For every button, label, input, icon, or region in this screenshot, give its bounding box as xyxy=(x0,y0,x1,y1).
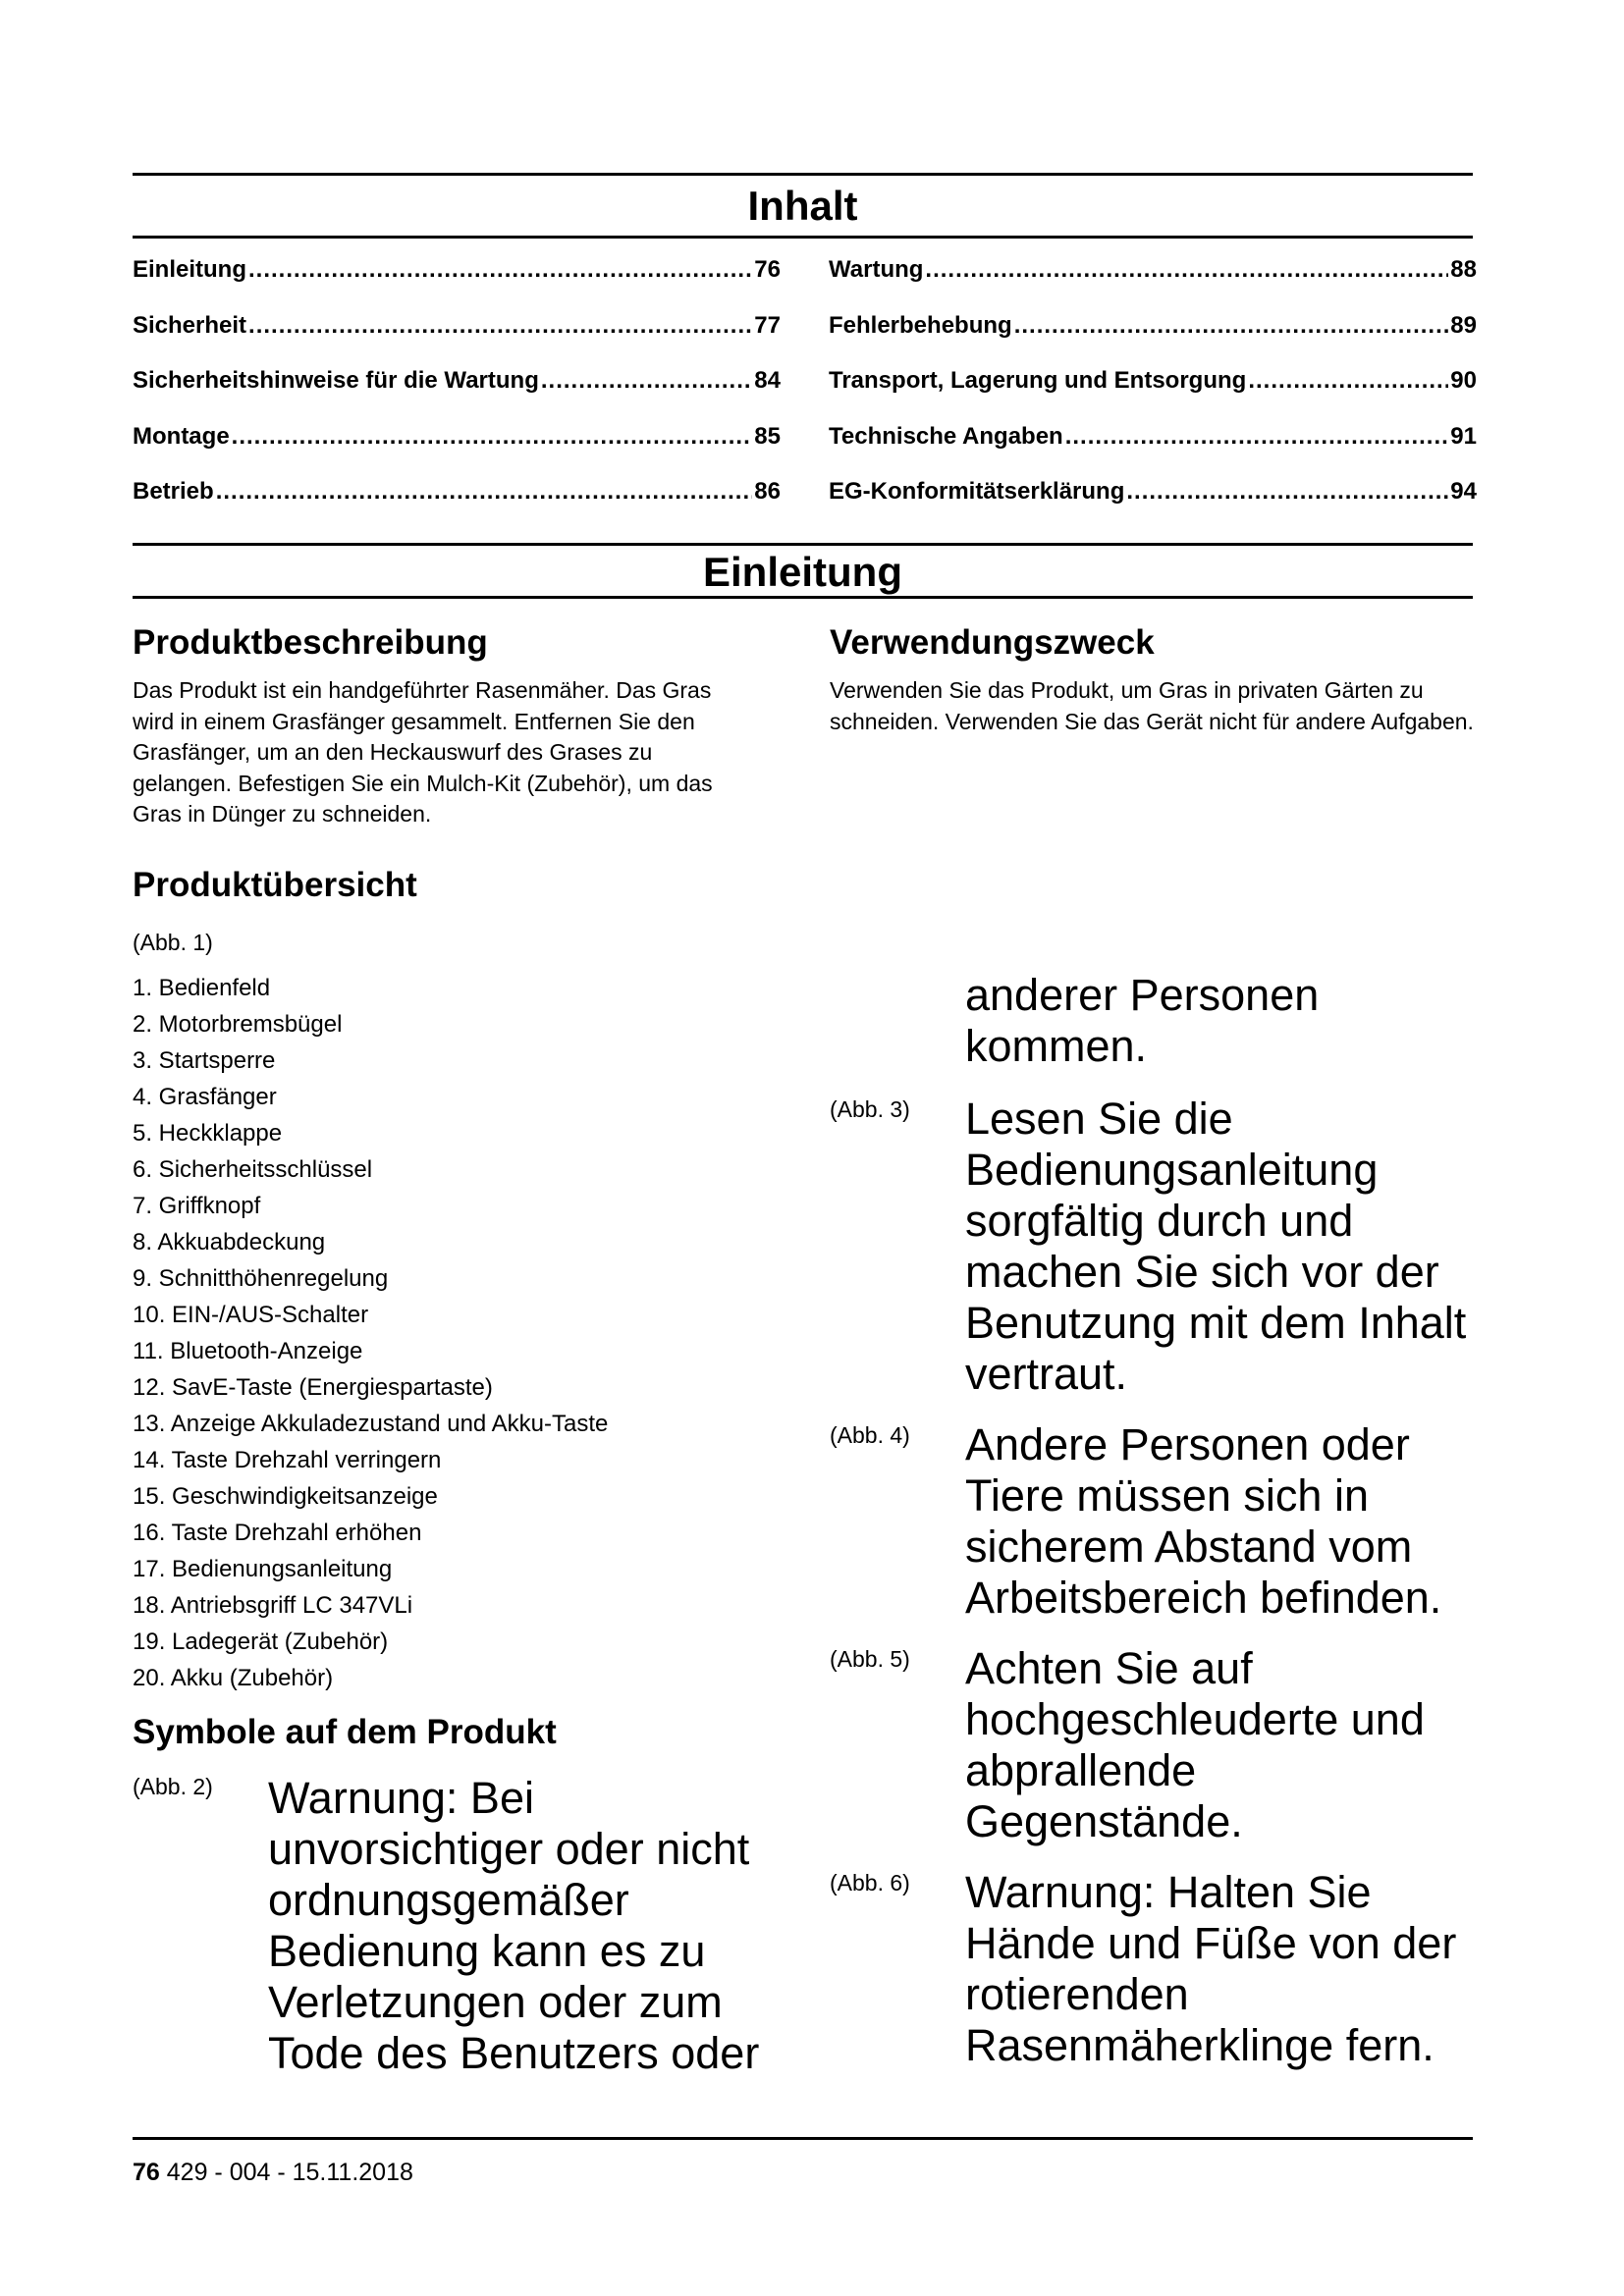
list-item: 5. Heckklappe xyxy=(133,1120,283,1147)
figure-reference: (Abb. 4) xyxy=(830,1422,910,1448)
toc-label: Transport, Lagerung und Entsorgung xyxy=(829,367,1247,394)
toc-page: 90 xyxy=(1450,367,1477,394)
toc-leader xyxy=(1014,309,1449,343)
toc-entry[interactable] xyxy=(829,253,1477,309)
list-item: 19. Ladegerät (Zubehör) xyxy=(133,1629,389,1655)
toc-page: 88 xyxy=(1450,256,1477,283)
symbol-objects-text: Achten Sie auf hochgeschleuderte und abprallende Gegenstände. xyxy=(965,1643,1425,1846)
figure-reference: (Abb. 3) xyxy=(830,1096,910,1122)
overview-list xyxy=(133,970,741,1696)
symbol-distance-text: Andere Personen oder Tiere müssen sich in sicherem Abstand vom Arbeitsbereich befinden. xyxy=(965,1419,1442,1623)
product-description-heading: Produktbeschreibung xyxy=(133,623,488,662)
list-item: 20. Akku (Zubehör) xyxy=(133,1665,334,1691)
intro-top-rule xyxy=(133,543,1473,546)
figure-reference: (Abb. 2) xyxy=(133,1774,213,1799)
toc-label: Betrieb xyxy=(133,478,214,505)
list-item: 2. Motorbremsbügel xyxy=(133,1011,343,1038)
toc-leader xyxy=(216,475,753,508)
intended-use-text: Verwenden Sie das Produkt, um Gras in privaten Gärten zu schneiden. Verwenden Sie das Gerät nicht für andere Aufgaben. xyxy=(830,677,1474,734)
symbols-heading: Symbole auf dem Produkt xyxy=(133,1713,557,1751)
intro-rule xyxy=(133,596,1473,599)
toc-page: 76 xyxy=(754,256,781,283)
toc-right-column xyxy=(829,253,1477,531)
list-item: 16. Taste Drehzahl erhöhen xyxy=(133,1520,422,1546)
document-id: 429 - 004 - 15.11.2018 xyxy=(166,2159,413,2186)
symbol-manual-text: Lesen Sie die Bedienungsanleitung sorgfältig durch und machen Sie sich vor der Benutzung mit dem Inhalt vertraut. xyxy=(965,1094,1467,1399)
toc-entry[interactable] xyxy=(829,475,1477,531)
symbol-warning-continuation: anderer Personen kommen. xyxy=(965,970,1320,1071)
toc-label: Sicherheitshinweise für die Wartung xyxy=(133,367,539,394)
list-item: 14. Taste Drehzahl verringern xyxy=(133,1447,442,1473)
footer-rule xyxy=(133,2137,1473,2140)
page-number: 76 xyxy=(133,2159,160,2186)
list-item: 8. Akkuabdeckung xyxy=(133,1229,326,1255)
toc-page: 85 xyxy=(754,422,781,450)
product-overview-heading: Produktübersicht xyxy=(133,866,417,904)
list-item: 9. Schnitthöhenregelung xyxy=(133,1265,389,1292)
toc-entry[interactable] xyxy=(133,309,781,365)
list-item: 12. SavE-Taste (Energiespartaste) xyxy=(133,1374,493,1401)
toc-label: EG-Konformitätserklärung xyxy=(829,478,1125,505)
top-rule xyxy=(133,173,1473,176)
list-item: 4. Grasfänger xyxy=(133,1084,277,1110)
figure-reference: (Abb. 5) xyxy=(830,1646,910,1672)
list-item: 7. Griffknopf xyxy=(133,1193,261,1219)
product-description-text: Das Produkt ist ein handgeführter Rasenmäher. Das Gras wird in einem Grasfänger gesammelt. Entfernen Sie den Grasfänger, um an den Heckauswurf des Grases zu gelangen. Befestigen Sie ein Mulch-Kit (Zubehör), um das Gras in Dünger zu schneiden. xyxy=(133,677,713,827)
toc-leader xyxy=(232,420,753,454)
intended-use-heading: Verwendungszweck xyxy=(830,623,1155,662)
toc-label: Einleitung xyxy=(133,256,246,283)
toc-label: Sicherheit xyxy=(133,311,247,339)
toc-page: 86 xyxy=(754,478,781,505)
toc-entry[interactable] xyxy=(133,253,781,309)
symbol-blade-text: Warnung: Halten Sie Hände und Füße von der rotierenden Rasenmäherklinge fern. xyxy=(965,1867,1457,2070)
list-item: 10. EIN-/AUS-Schalter xyxy=(133,1302,369,1328)
toc-entry[interactable] xyxy=(133,475,781,531)
toc-entry[interactable] xyxy=(829,420,1477,476)
list-item: 3. Startsperre xyxy=(133,1047,276,1074)
list-item: 18. Antriebsgriff LC 347VLi xyxy=(133,1592,413,1619)
toc-page: 94 xyxy=(1450,478,1477,505)
symbol-warning-text: Warnung: Bei unvorsichtiger oder nicht ordnungsgemäßer Bedienung kann es zu Verletzungen oder zum Tode des Benutzers oder xyxy=(268,1773,760,2078)
toc-label: Montage xyxy=(133,422,230,450)
page-footer xyxy=(133,2158,413,2187)
toc-label: Wartung xyxy=(829,256,924,283)
toc-leader xyxy=(248,253,752,287)
figure-reference: (Abb. 6) xyxy=(830,1870,910,1896)
list-item: 1. Bedienfeld xyxy=(133,975,271,1001)
toc-leader xyxy=(1065,420,1449,454)
toc-leader xyxy=(925,253,1448,287)
contents-rule xyxy=(133,236,1473,239)
toc-page: 84 xyxy=(754,367,781,394)
toc-leader xyxy=(248,309,752,343)
list-item: 13. Anzeige Akkuladezustand und Akku-Taste xyxy=(133,1411,609,1437)
list-item: 11. Bluetooth-Anzeige xyxy=(133,1338,363,1364)
toc-entry[interactable] xyxy=(133,420,781,476)
list-item: 17. Bedienungsanleitung xyxy=(133,1556,393,1582)
toc-leader xyxy=(1126,475,1448,508)
toc-leader xyxy=(541,364,752,398)
figure-reference: (Abb. 1) xyxy=(133,930,213,955)
toc-label: Fehlerbehebung xyxy=(829,311,1012,339)
toc-leader xyxy=(1248,364,1448,398)
toc-entry[interactable] xyxy=(133,364,781,420)
toc-page: 77 xyxy=(754,311,781,339)
contents-title: Inhalt xyxy=(747,183,858,229)
list-item: 15. Geschwindigkeitsanzeige xyxy=(133,1483,438,1510)
toc-page: 89 xyxy=(1450,311,1477,339)
intro-title: Einleitung xyxy=(703,549,902,595)
toc-page: 91 xyxy=(1450,422,1477,450)
toc-label: Technische Angaben xyxy=(829,422,1063,450)
toc-entry[interactable] xyxy=(829,364,1477,420)
toc-left-column xyxy=(133,253,781,531)
toc-entry[interactable] xyxy=(829,309,1477,365)
list-item: 6. Sicherheitsschlüssel xyxy=(133,1156,373,1183)
